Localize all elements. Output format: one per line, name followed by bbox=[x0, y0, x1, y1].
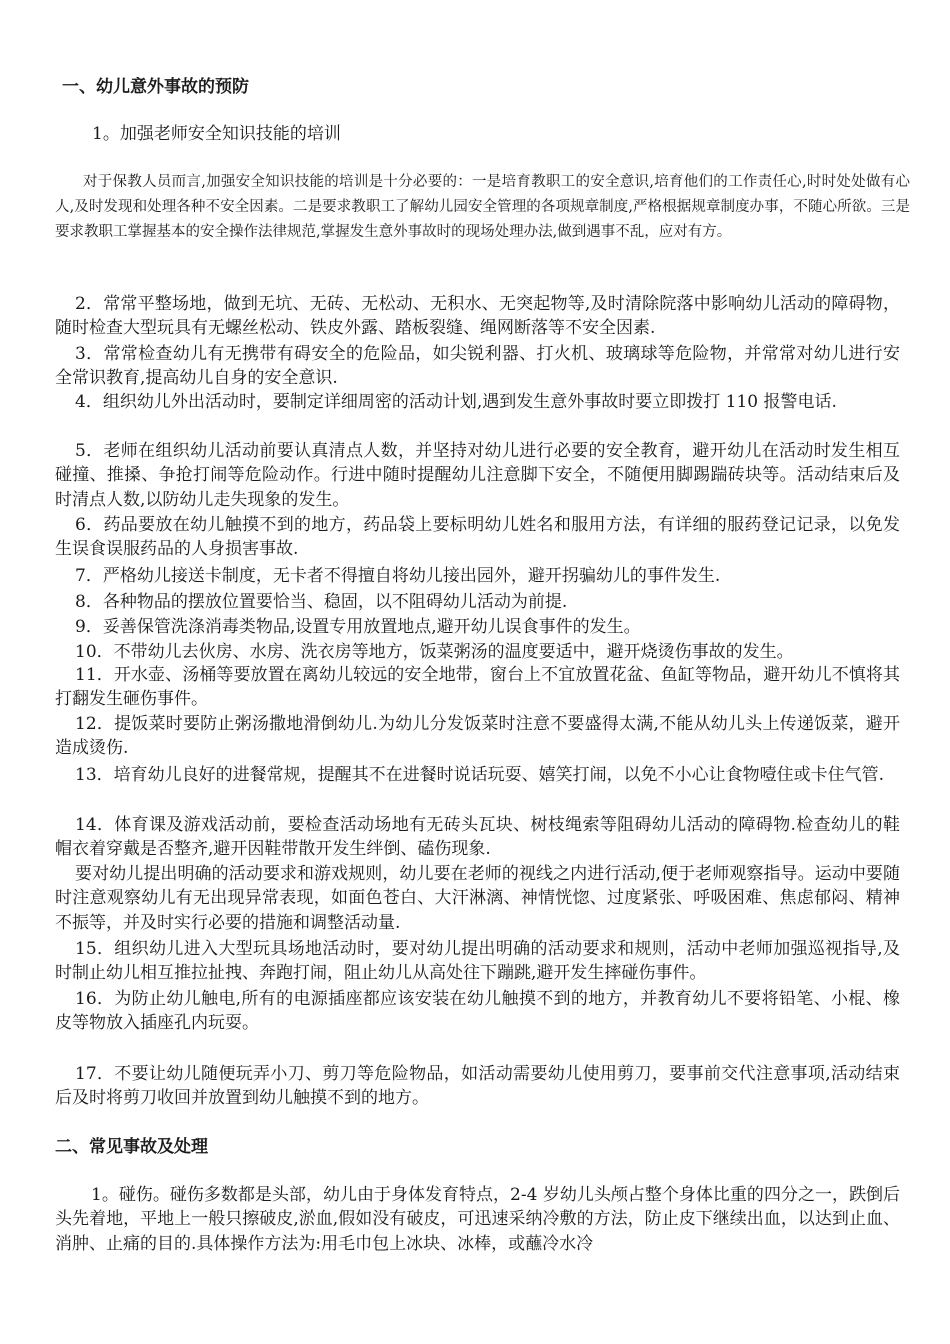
item-15: 15．组织幼儿进入大型玩具场地活动时，要对幼儿提出明确的活动要求和规则，活动中老师加强巡视指导,及时制止幼儿相互推拉扯拽、奔跑打闹，阻止幼儿从高处往下蹦跳,避开发生摔碰伤事件。 bbox=[55, 939, 900, 984]
item-12: 12．提饭菜时要防止粥汤撒地滑倒幼儿.为幼儿分发饭菜时注意不要盛得太满,不能从幼儿头上传递饭菜，避开造成烫伤. bbox=[55, 714, 900, 759]
item-2: 2．常常平整场地，做到无坑、无砖、无松动、无积水、无突起物等,及时清除院落中影响幼儿活动的障碍物，随时检查大型玩具有无螺丝松动、铁皮外露、踏板裂缝、绳网断落等不安全因素. bbox=[55, 294, 900, 339]
item-7: 7．严格幼儿接送卡制度，无卡者不得擅自将幼儿接出园外，避开拐骗幼儿的事件发生. bbox=[75, 566, 721, 586]
section-2-title: 二、常见事故及处理 bbox=[55, 1137, 208, 1157]
item-3: 3．常常检查幼儿有无携带有碍安全的危险品，如尖锐利器、打火机、玻璃球等危险物，并常常对幼儿进行安全常识教育,提高幼儿自身的安全意识. bbox=[55, 344, 900, 389]
section-2-item-1: 1。碰伤。碰伤多数都是头部，幼儿由于身体发育特点，2-4 岁幼儿头颅占整个身体比重的四分之一，跌倒后头先着地，平地上一般只擦破皮,淤血,假如没有破皮，可迅速采纳冷敷的方法，防止皮下继续出血，以达到止血、消肿、止痛的目的.具体操作方法为:用毛巾包上冰块、冰棒，或蘸冷水冷 bbox=[55, 1185, 900, 1254]
item-5: 5．老师在组织幼儿活动前要认真清点人数，并坚持对幼儿进行必要的安全教育，避开幼儿在活动时发生相互碰撞、推搡、争抢打闹等危险动作。行进中随时提醒幼儿注意脚下安全，不随便用脚踢踹砖块等。活动结束后及时清点人数,以防幼儿走失现象的发生。 bbox=[55, 441, 900, 510]
item-6: 6．药品要放在幼儿触摸不到的地方，药品袋上要标明幼儿姓名和服用方法，有详细的服药登记记录，以免发生误食误服药品的人身损害事故. bbox=[55, 515, 900, 560]
intro-paragraph: 对于保教人员而言,加强安全知识技能的培训是十分必要的：一是培育教职工的安全意识,培育他们的工作责任心,时时处处做有心人,及时发现和处理各种不安全因素。二是要求教职工了解幼儿园安全管理的各项规章制度,严格根据规章制度办事，不随心所欲。三是要求教职工掌握基本的安全操作法律规范,掌握发生意外事故时的现场处理办法,做到遇事不乱，应对有方。 bbox=[55, 174, 910, 240]
item-17: 17．不要让幼儿随便玩弄小刀、剪刀等危险物品，如活动需要幼儿使用剪刀，要事前交代注意事项,活动结束后及时将剪刀收回并放置到幼儿触摸不到的地方。 bbox=[55, 1064, 900, 1109]
activity-requirements-paragraph: 要对幼儿提出明确的活动要求和游戏规则，幼儿要在老师的视线之内进行活动,便于老师观察指导。运动中要随时注意观察幼儿有无出现异常表现，如面色苍白、大汗淋漓、神情恍惚、过度紧张、呼吸困难、焦虑郁闷、精神不振等，并及时实行必要的措施和调整活动量. bbox=[55, 864, 900, 933]
subsection-1-title: 1。加强老师安全知识技能的培训 bbox=[92, 124, 341, 144]
section-1-title: 一、幼儿意外事故的预防 bbox=[62, 77, 249, 97]
item-10: 10．不带幼儿去伙房、水房、洗衣房等地方，饭菜粥汤的温度要适中，避开烧烫伤事故的发生。 bbox=[75, 642, 794, 662]
item-8: 8．各种物品的摆放位置要恰当、稳固，以不阻碍幼儿活动为前提. bbox=[75, 592, 568, 612]
item-13: 13．培育幼儿良好的进餐常规，提醒其不在进餐时说话玩耍、嬉笑打闹，以免不小心让食物噎住或卡住气管. bbox=[75, 765, 885, 785]
item-11: 11．开水壶、汤桶等要放置在离幼儿较远的安全地带，窗台上不宜放置花盆、鱼缸等物品，避开幼儿不慎将其打翻发生砸伤事件。 bbox=[55, 665, 900, 710]
item-14: 14．体育课及游戏活动前，要检查活动场地有无砖头瓦块、树枝绳索等阻碍幼儿活动的障碍物.检查幼儿的鞋帽衣着穿戴是否整齐,避开因鞋带散开发生绊倒、磕伤现象. bbox=[55, 815, 900, 860]
item-9: 9．妥善保管洗涤消毒类物品,设置专用放置地点,避开幼儿误食事件的发生。 bbox=[75, 617, 641, 637]
item-16: 16．为防止幼儿触电,所有的电源插座都应该安装在幼儿触摸不到的地方，并教育幼儿不要将铅笔、小棍、橡皮等物放入插座孔内玩耍。 bbox=[55, 989, 900, 1034]
item-4: 4．组织幼儿外出活动时，要制定详细周密的活动计划,遇到发生意外事故时要立即拨打 110 报警电话. bbox=[75, 392, 837, 412]
